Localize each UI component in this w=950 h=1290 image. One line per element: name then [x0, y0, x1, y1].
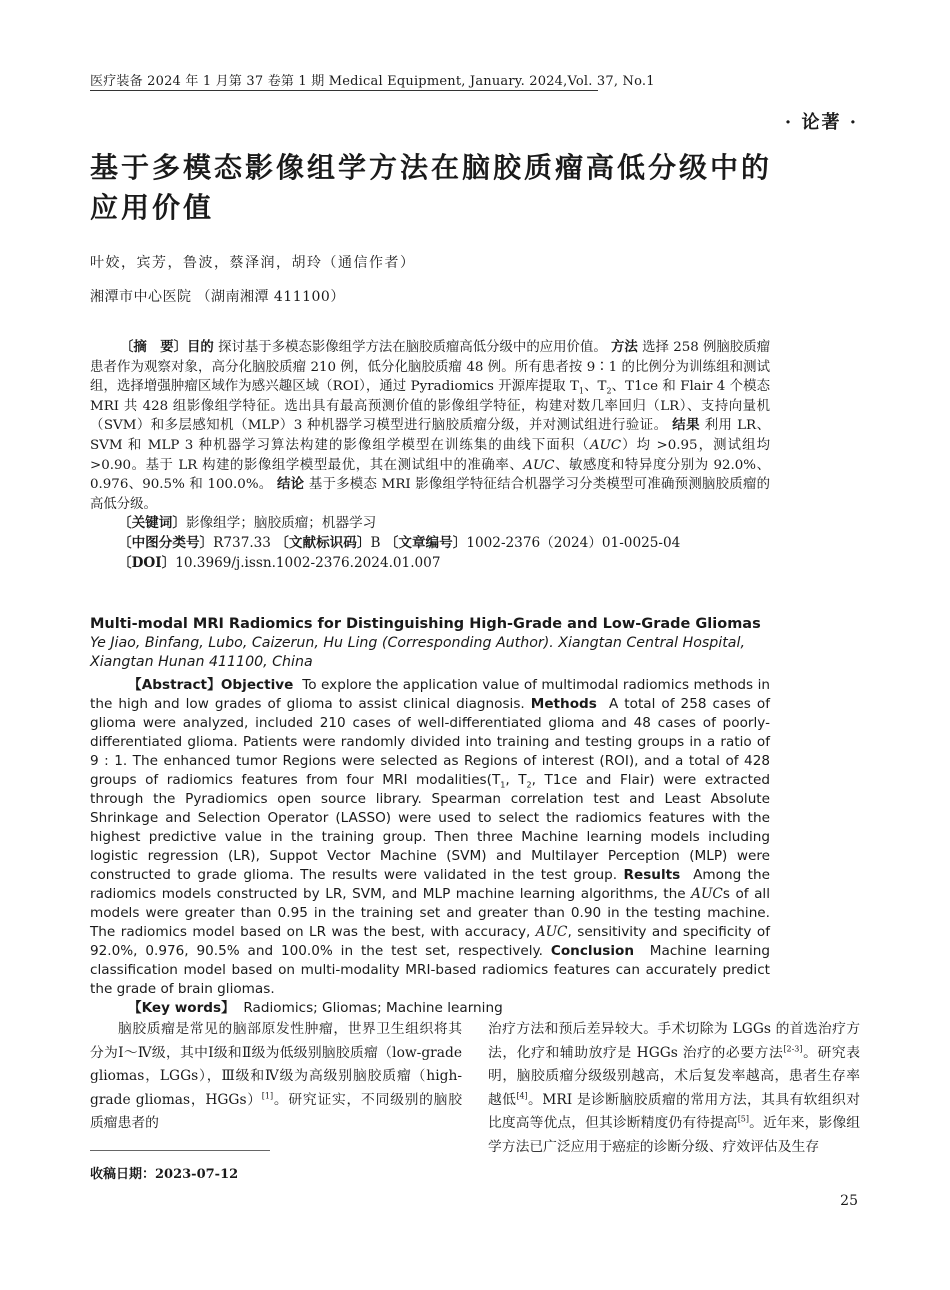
- page-number: 25: [840, 1193, 858, 1209]
- title-line-2: 应用价值: [90, 191, 215, 224]
- methods-en-label: Methods: [530, 696, 597, 712]
- clc-label: 〔中图分类号〕: [118, 534, 214, 551]
- ref-5[interactable]: [5]: [737, 1114, 750, 1124]
- keywords-cn-value: 影像组学；脑胶质瘤；机器学习: [185, 515, 377, 532]
- body-column-right: [488, 1018, 860, 1160]
- auc-term: AUC: [589, 437, 622, 453]
- doi-value: 10.3969/j.issn.1002-2376.2024.01.007: [175, 554, 441, 571]
- objective-en-label: Objective: [220, 677, 294, 693]
- sub-2: 2: [606, 386, 612, 396]
- keywords-cn-label: 〔关键词〕: [118, 515, 186, 532]
- doc-code-label: 〔文献标识码〕: [275, 534, 371, 551]
- objective-en: To explore the application value of multimodal radiomics methods in the high and low grades of glioma to assist clinical diagnosis.: [90, 677, 770, 712]
- english-title: Multi-modal MRI Radiomics for Distinguishing High-Grade and Low-Grade Gliomas: [90, 616, 761, 632]
- english-authors: Ye Jiao, Binfang, Lubo, Caizerun, Hu Ling (Corresponding Author). Xiangtan Central Hospital, Xiangtan Hunan 411100, China: [90, 635, 745, 670]
- results-en-label: Results: [623, 867, 681, 883]
- ref-2-3[interactable]: [2-3]: [783, 1044, 803, 1053]
- aucs-term: AUC: [691, 886, 723, 902]
- abstract-cn-conclusion: 基于多模态 MRI 影像组学特征结合机器学习分类模型可准确预测脑胶质瘤的高低分级。: [90, 477, 771, 512]
- methods-en-a: A total of 258 cases of glioma were analyzed, included 210 cases of well-differentiated glioma and 48 cases of poorly-differentiated glioma. Patients were randomly divided into training and testing groups in a ratio of 9 : 1. The enhanced tumor Regions were selected as Regions of interest (ROI), and a total of 428 groups of radiomics features from four MRI modalities(T: [90, 696, 770, 788]
- abstract-cn-objective: 探讨基于多模态影像组学方法在脑胶质瘤高低分级中的应用价值。: [218, 340, 607, 355]
- body-right-a: 治疗方法和预后差异较大。手术切除为 LGGs 的首选治疗方法，化疗和辅助放疗是 HGGs 治疗的必要方法: [488, 1021, 860, 1061]
- keywords-cn: [90, 514, 770, 534]
- english-abstract: [90, 614, 770, 1018]
- body-left-b: 。研究证实，不同级别的脑胶质瘤患者的: [90, 1091, 463, 1132]
- doi-label: 〔DOI〕: [118, 554, 176, 571]
- abstract-cn-methods-label: 方法: [611, 339, 638, 355]
- authors: 叶姣，宾芳，鲁波，蔡泽润，胡玲（通信作者）: [90, 255, 416, 271]
- doi-line: [90, 554, 770, 574]
- abstract-cn-results-label: 结果: [672, 417, 700, 434]
- title-line-1: 基于多模态影像组学方法在脑胶质瘤高低分级中的: [90, 151, 773, 184]
- methods-en-b: , T: [505, 772, 527, 788]
- english-abstract-body: [90, 676, 770, 999]
- article-number-value: 1002-2376（2024）01-0025-04: [466, 534, 681, 551]
- results-en-c: , sensitivity and specificity of 92.0%, 0.976, 90.5% and 100.0% in the test set, respectively.: [90, 924, 770, 959]
- conclusion-en-label: Conclusion: [550, 943, 635, 959]
- abstract-cn-conclusion-label: 结论: [277, 476, 305, 493]
- ref-1[interactable]: [1]: [261, 1091, 274, 1101]
- auc-term-2: AUC: [523, 457, 555, 473]
- keywords-en-value: Radiomics; Gliomas; Machine learning: [243, 1000, 503, 1016]
- keywords-en-label: 【Key words】: [128, 1000, 235, 1016]
- abstract-cn-results-b: ）均 >0.95，测试组均 >0.90。基于 LR 构建的影像组学模型最优，其在测试组中的准确率、: [90, 437, 770, 473]
- body-right-c: 。MRI 是诊断脑胶质瘤的常用方法，其具有软组织对比度高等优点，但其诊断精度仍有待提高: [488, 1091, 860, 1132]
- sub-en-1: 1: [500, 780, 506, 790]
- chinese-abstract: [90, 338, 770, 573]
- classification-line: [90, 534, 770, 554]
- received-date: 收稿日期：2023-07-12: [90, 1167, 239, 1182]
- keywords-en: [90, 999, 770, 1018]
- abstract-cn-results-c: 、敏感度和特异度分别为 92.0%、0.976、90.5% 和 100.0%。: [90, 457, 770, 493]
- affiliation: 湘潭市中心医院 （湖南湘潭 411100）: [90, 289, 345, 305]
- sub-en-2: 2: [526, 780, 532, 790]
- footnote-rule: [90, 1150, 270, 1151]
- article-number-label: 〔文章编号〕: [384, 534, 467, 551]
- body-right-b: 。研究表明，脑胶质瘤分级级别越高，术后复发率越高，患者生存率越低: [488, 1044, 860, 1108]
- conclusion-en: Machine learning classification model based on multi-modality MRI-based radiomics features can accurately predict the grade of brain gliomas.: [90, 943, 770, 997]
- abstract-en-label: 【Abstract】: [128, 677, 221, 693]
- sub-1: 1: [578, 386, 584, 396]
- abstract-cn-label: 〔摘 要〕目的: [120, 339, 214, 355]
- abstract-cn-methods-b: 、T: [583, 379, 607, 395]
- abstract-cn-methods-a: 选择 258 例脑胶质瘤患者作为观察对象，高分化脑胶质瘤 210 例，低分化脑胶质瘤 48 例。所有患者按 9∶1 的比例分为训练组和测试组，选择增强肿瘤区域作为感兴趣区域（ROI），通过 Pyradiomics 开源库提取 T: [90, 340, 771, 395]
- body-right-d: 。近年来，影像组学方法已广泛应用于癌症的诊断分级、疗效评估及生存: [488, 1115, 861, 1155]
- abstract-cn-results-a: 利用 LR、SVM 和 MLP 3 种机器学习算法构建的影像组学模型在训练集的曲线下面积（: [90, 418, 770, 453]
- doc-code-value: B: [370, 534, 381, 551]
- auc-term-en: AUC: [535, 924, 568, 940]
- article-title: [90, 148, 850, 228]
- ref-4[interactable]: [4]: [516, 1091, 528, 1101]
- clc-value: R737.33: [213, 534, 271, 551]
- results-en-a: Among the radiomics models constructed by LR, SVM, and MLP machine learning algorithms, the: [90, 867, 770, 902]
- body-left-a: 脑胶质瘤是常见的脑部原发性肿瘤，世界卫生组织将其分为Ⅰ～Ⅳ级，其中Ⅰ级和Ⅱ级为低级别脑胶质瘤（low-grade gliomas，LGGs），Ⅲ级和Ⅳ级为高级别脑胶质瘤（high-grade gliomas，HGGs）: [90, 1021, 462, 1108]
- abstract-cn-methods-c: 、T1ce 和 Flair 4 个模态 MRI 共 428 组影像组学特征。选出具有最高预测价值的影像组学特征，构建对数几率回归（LR）、支持向量机（SVM）和多层感知机（MLP）3 种机器学习模型进行脑胶质瘤分级，并对测试组进行验证。: [90, 379, 770, 434]
- methods-en-c: , T1ce and Flair) were extracted through the Pyradiomics open source library. Spearman correlation test and Least Absolute Shrinkage and Selection Operator (LASSO) were used to select the radiomics features with the highest predictive value in the training group. Then three Machine learning models including logistic regression (LR), Suppot Vector Machine (SVM) and Multilayer Perception (MLP) were constructed to grade glioma. The results were validated in the test group.: [90, 772, 771, 883]
- body-column-left: [90, 1018, 462, 1136]
- header-rule: [90, 90, 598, 91]
- results-en-b: s of all models were greater than 0.95 in the training set and greater than 0.90 in the testing machine. The radiomics model based on LR was the best, with accuracy,: [90, 886, 770, 940]
- running-head: 医疗装备 2024 年 1 月第 37 卷第 1 期 Medical Equipment, January. 2024,Vol. 37, No.1: [90, 74, 655, 89]
- column-tag: · 论著 ·: [784, 112, 858, 133]
